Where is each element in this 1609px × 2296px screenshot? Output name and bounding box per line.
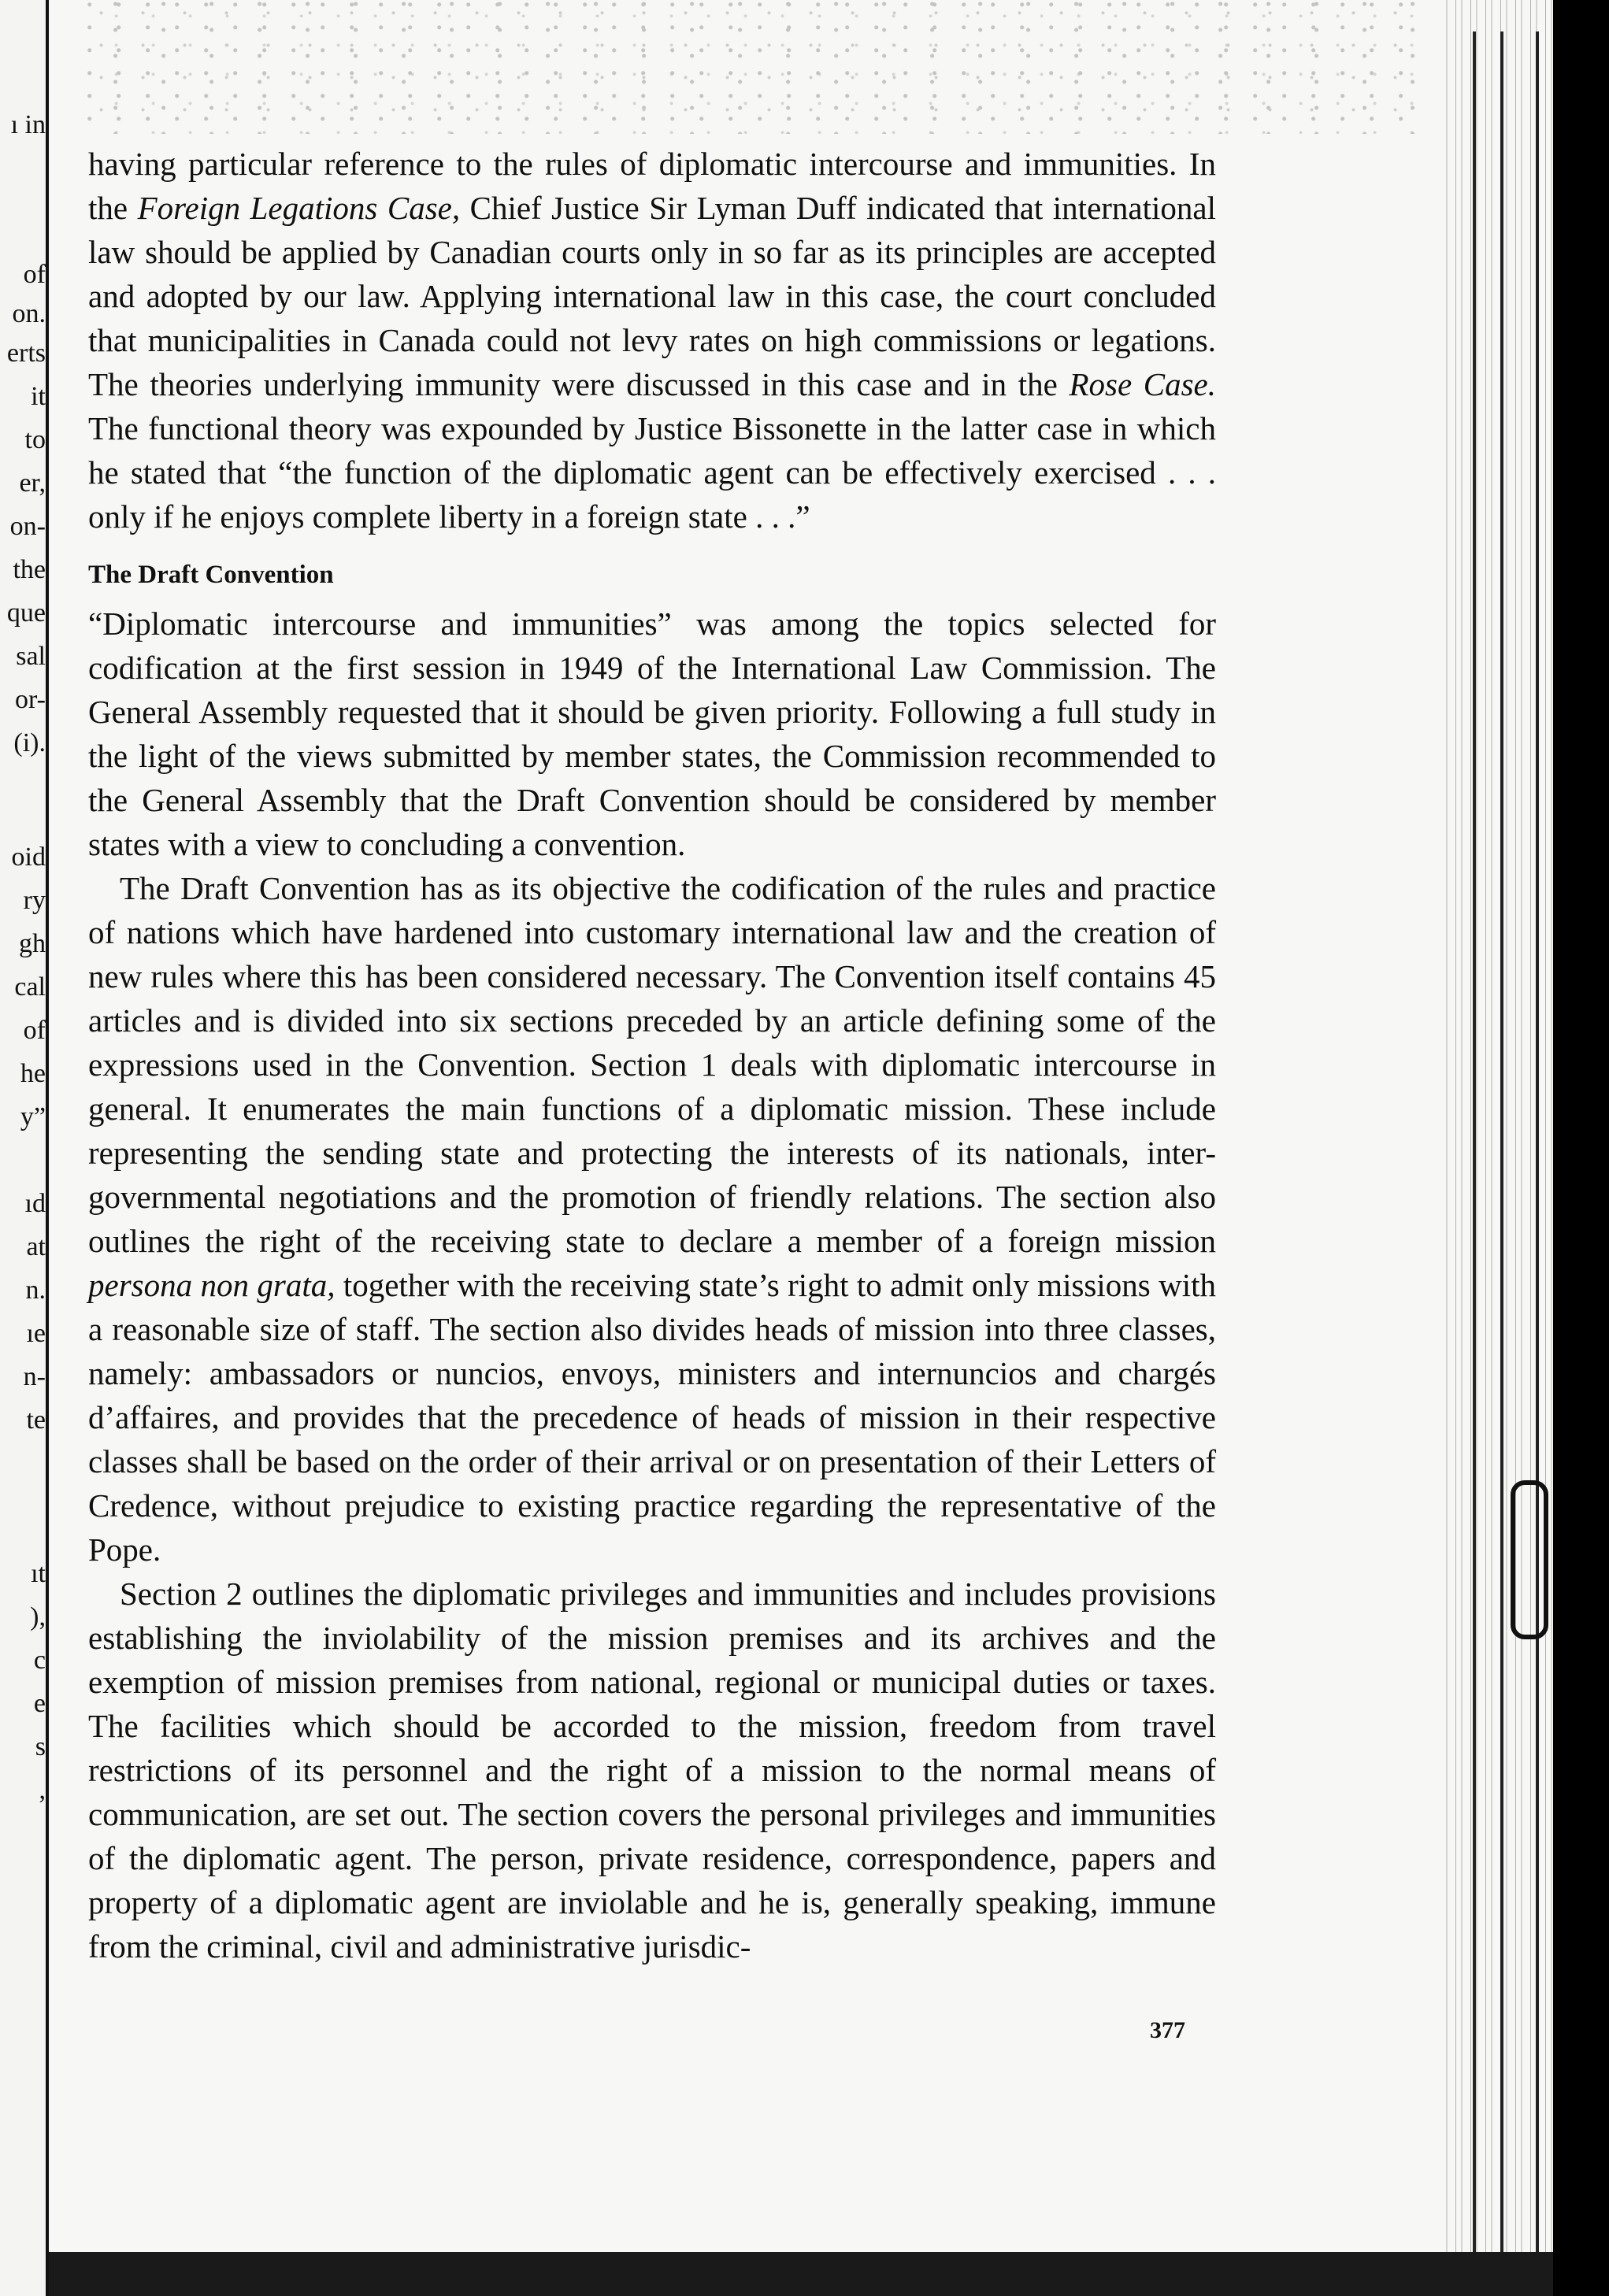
margin-fragment: he <box>20 1059 46 1088</box>
edge-line <box>1473 31 1476 2276</box>
margin-fragment: n- <box>23 1362 46 1391</box>
margin-fragment: it <box>31 382 46 411</box>
body-text <box>88 142 1216 1968</box>
margin-fragment: que <box>6 598 46 628</box>
section-heading: The Draft Convention <box>88 561 334 589</box>
margin-fragment: ıt <box>31 1559 46 1588</box>
margin-fragment: oid <box>11 842 46 872</box>
binding-clip <box>1511 1480 1548 1639</box>
page-number: 377 <box>1150 2017 1185 2043</box>
margin-fragment: ), <box>30 1602 46 1631</box>
paragraph: The Draft Convention has as its objective the codification of the rules and practice of nations which have hardened into customary international law and the creation of new rules where this has been considered necessary. The Convention itself contains 45 articles and is divided into six sections preceded by an article defining some of the expressions used in the Convention. Section 1 deals with diplomatic intercourse in general. It enumerates the main functions of a diplomatic mission. These include representing the sending state and protecting the interests of its nationals, inter-governmental negotiations and the promotion of friendly relations. The section also outlines the right of the receiving state to declare a member of a foreign mission persona non grata, together with the receiving state’s right to admit only missions with a reasonable size of staff. The section also divides heads of mission into three classes, namely: ambassadors or nuncios, envoys, ministers and internuncios and chargés d’affaires, and provides that the precedence of heads of mission in their respective classes shall be based on the order of their arrival or on presentation of their Letters of Credence, without prejudice to existing practice regarding the representative of the Pope. <box>88 870 1216 1568</box>
margin-fragment: er, <box>19 468 46 498</box>
edge-line <box>1536 31 1539 2276</box>
margin-fragment: ıe <box>26 1319 46 1348</box>
scan-border <box>1553 0 1609 2296</box>
margin-fragment: y” <box>20 1102 46 1131</box>
previous-page-margin <box>0 0 49 2296</box>
margin-fragment: or- <box>15 685 46 714</box>
paragraph: Section 2 outlines the diplomatic privileges and immunities and includes provisions establishing the inviolability of the mission premises and its archives and the exemption of mission premises from national, regional or municipal duties or taxes. The facilities which should be accorded to the mission, freedom from travel restrictions of its personnel and the right of a mission to the normal means of communication, are set out. The section covers the personal privileges and immunities of the diplomatic agent. The person, private residence, correspondence, papers and property of a diplomatic agent are inviolable and he is, generally speaking, immune from the criminal, civil and administrative jurisdic- <box>88 1576 1216 1965</box>
margin-fragment: sal <box>16 642 46 671</box>
margin-fragment: c <box>33 1646 46 1675</box>
binding-edge <box>1441 0 1567 2296</box>
margin-fragment: of <box>23 260 46 289</box>
margin-fragment: ıd <box>24 1189 46 1218</box>
case-name: Rose Case. <box>1069 366 1216 402</box>
margin-fragment: n. <box>25 1276 46 1305</box>
latin-phrase: persona non grata, <box>88 1267 336 1303</box>
margin-fragment: cal <box>14 972 46 1002</box>
margin-fragment: te <box>26 1405 46 1435</box>
margin-fragment: ry <box>23 886 46 915</box>
margin-fragment: (i). <box>13 728 46 757</box>
paragraph: “Diplomatic intercourse and immunities” was among the topics selected for codification at the first session in 1949 of the International Law Commission. The General Assembly requested that it should be given priority. Following a full study in the light of the views submitted by member states, the Commission recommended to the General Assembly that the Draft Convention should be considered by member states with a view to concluding a convention. <box>88 605 1216 862</box>
margin-fragment: the <box>13 555 46 584</box>
edge-line <box>1500 31 1503 2276</box>
margin-fragment: e <box>33 1689 46 1718</box>
paragraph: having particular reference to the rules of diplomatic intercourse and immunities. In the Foreign Legations Case, Chief Justice Sir Lyman Duff indicated that international law should be applied by Canadian courts only in so far as its principles are accepted and adopted by our law. Applying international law in this case, the court concluded that municipalities in Canada could not levy rates on high commissions or legations. The theories underlying immunity were discussed in this case and in the Rose Case. The functional theory was expounded by Justice Bissonette in the latter case in which he stated that “the function of the diplomatic agent can be effectively exercised . . . only if he enjoys complete liberty in a foreign state . . .” <box>88 146 1216 535</box>
margin-fragment: s <box>35 1732 46 1761</box>
margin-fragment: ı in <box>10 110 46 139</box>
margin-fragment: gh <box>19 929 46 958</box>
scan-bottom-border <box>49 2252 1553 2296</box>
margin-fragment: to <box>24 425 46 454</box>
margin-fragment: , <box>39 1776 46 1805</box>
margin-fragment: at <box>26 1232 46 1261</box>
margin-fragment: erts <box>6 339 46 368</box>
margin-fragment: on- <box>9 512 46 541</box>
margin-fragment: of <box>23 1016 46 1045</box>
margin-fragment: on. <box>12 299 46 328</box>
case-name: Foreign Legations Case, <box>137 190 461 226</box>
scan-noise <box>87 0 1425 134</box>
